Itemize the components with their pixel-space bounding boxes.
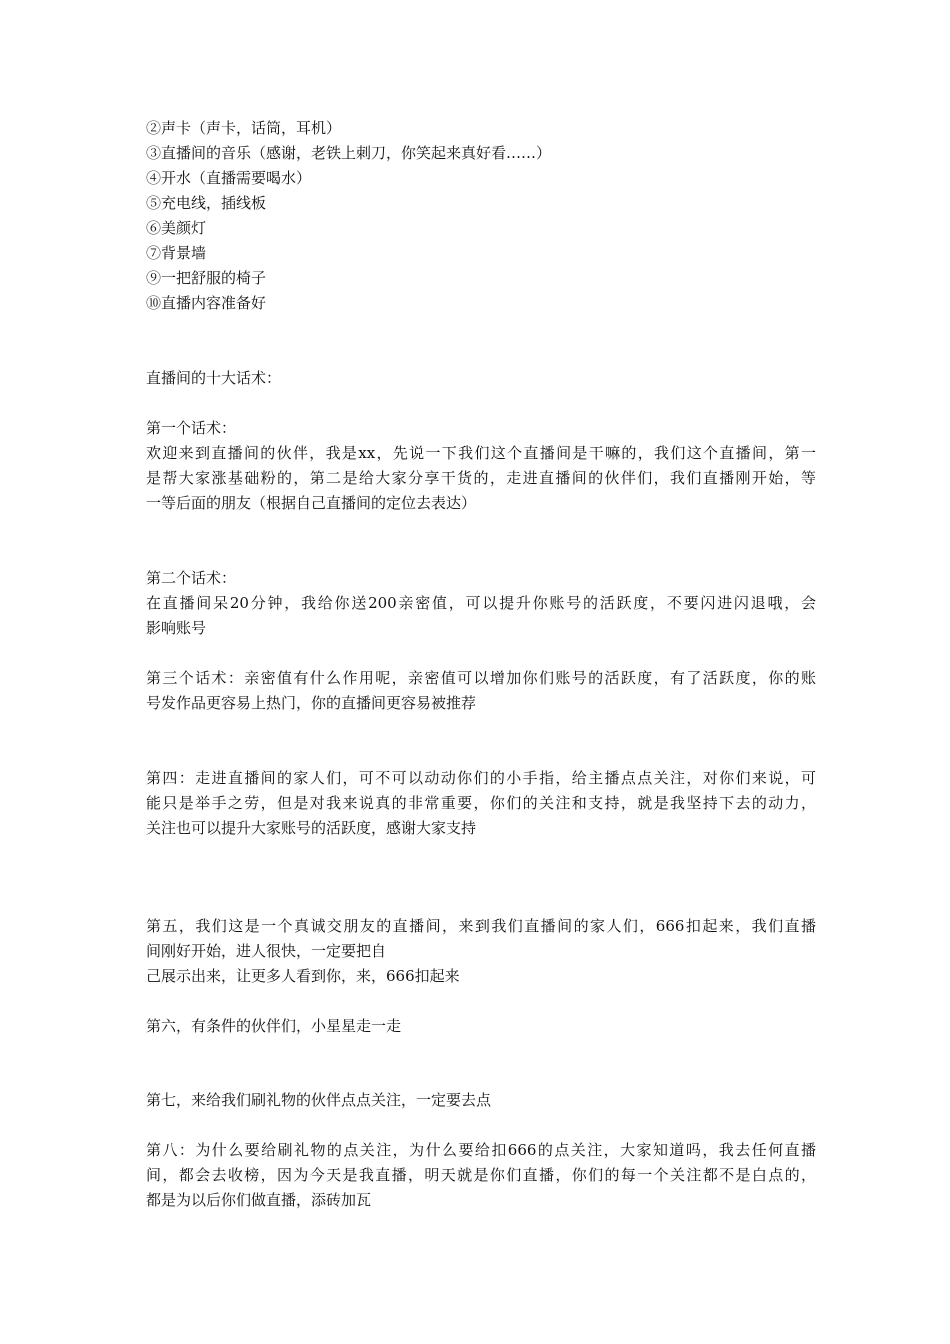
script-line: 是帮大家涨基础粉的，第二是给大家分享干货的，走进直播间的伙伴们，我们直播刚开始，等: [146, 469, 816, 487]
checklist-item: ⑥美颜灯: [146, 219, 207, 237]
script-line: 第四：走进直播间的家人们，可不可以动动你们的小手指，给主播点点关注，对你们来说，可: [146, 769, 816, 787]
checklist-item: ⑩直播内容准备好: [146, 294, 267, 312]
script-line: 号发作品更容易上热门，你的直播间更容易被推荐: [146, 694, 477, 712]
script-line: 间刚好开始，进人很快，一定要把自: [146, 942, 387, 960]
script-line: 一等后面的朋友（根据自己直播间的定位去表达）: [146, 494, 477, 512]
checklist-item: ③直播间的音乐（感谢，老铁上刺刀，你笑起来真好看……）: [146, 144, 552, 162]
checklist-item: ②声卡（声卡，话筒，耳机）: [146, 119, 342, 137]
script-line: 第三个话术：亲密值有什么作用呢，亲密值可以增加你们账号的活跃度，有了活跃度，你的账: [146, 669, 816, 687]
script-line: 都是为以后你们做直播，添砖加瓦: [146, 1191, 372, 1209]
script-line: 第六，有条件的伙伴们，小星星走一走: [146, 1017, 402, 1035]
script-line: 第八：为什么要给刷礼物的点关注，为什么要给扣666的点关注，大家知道吗，我去任何直播: [146, 1141, 816, 1159]
script-line: 间，都会去收榜，因为今天是我直播，明天就是你们直播，你们的每一个关注都不是白点的，: [146, 1166, 816, 1184]
script-line: 第七，来给我们刷礼物的伙伴点点关注，一定要去点: [146, 1091, 492, 1109]
section-title: 直播间的十大话术：: [146, 369, 282, 387]
script-line: 在直播间呆20分钟，我给你送200亲密值，可以提升你账号的活跃度，不要闪进闪退哦，会: [146, 594, 816, 612]
script-line: 己展示出来，让更多人看到你，来，666扣起来: [146, 967, 460, 985]
script-line: 欢迎来到直播间的伙伴，我是xx，先说一下我们这个直播间是干嘛的，我们这个直播间，第一: [146, 444, 816, 462]
script-line: 关注也可以提升大家账号的活跃度，感谢大家支持: [146, 819, 477, 837]
checklist-item: ④开水（直播需要喝水）: [146, 169, 312, 187]
script-line: 能只是举手之劳，但是对我来说真的非常重要，你们的关注和支持，就是我坚持下去的动力，: [146, 794, 816, 812]
script-heading-first: 第一个话术：: [146, 419, 237, 437]
checklist-item: ⑦背景墙: [146, 244, 207, 262]
script-line: 第五，我们这是一个真诚交朋友的直播间，来到我们直播间的家人们，666扣起来，我们直播: [146, 917, 816, 935]
script-line: 影响账号: [146, 619, 207, 637]
script-heading-second: 第二个话术：: [146, 569, 237, 587]
checklist-item: ⑨一把舒服的椅子: [146, 269, 267, 287]
checklist-item: ⑤充电线，插线板: [146, 194, 267, 212]
